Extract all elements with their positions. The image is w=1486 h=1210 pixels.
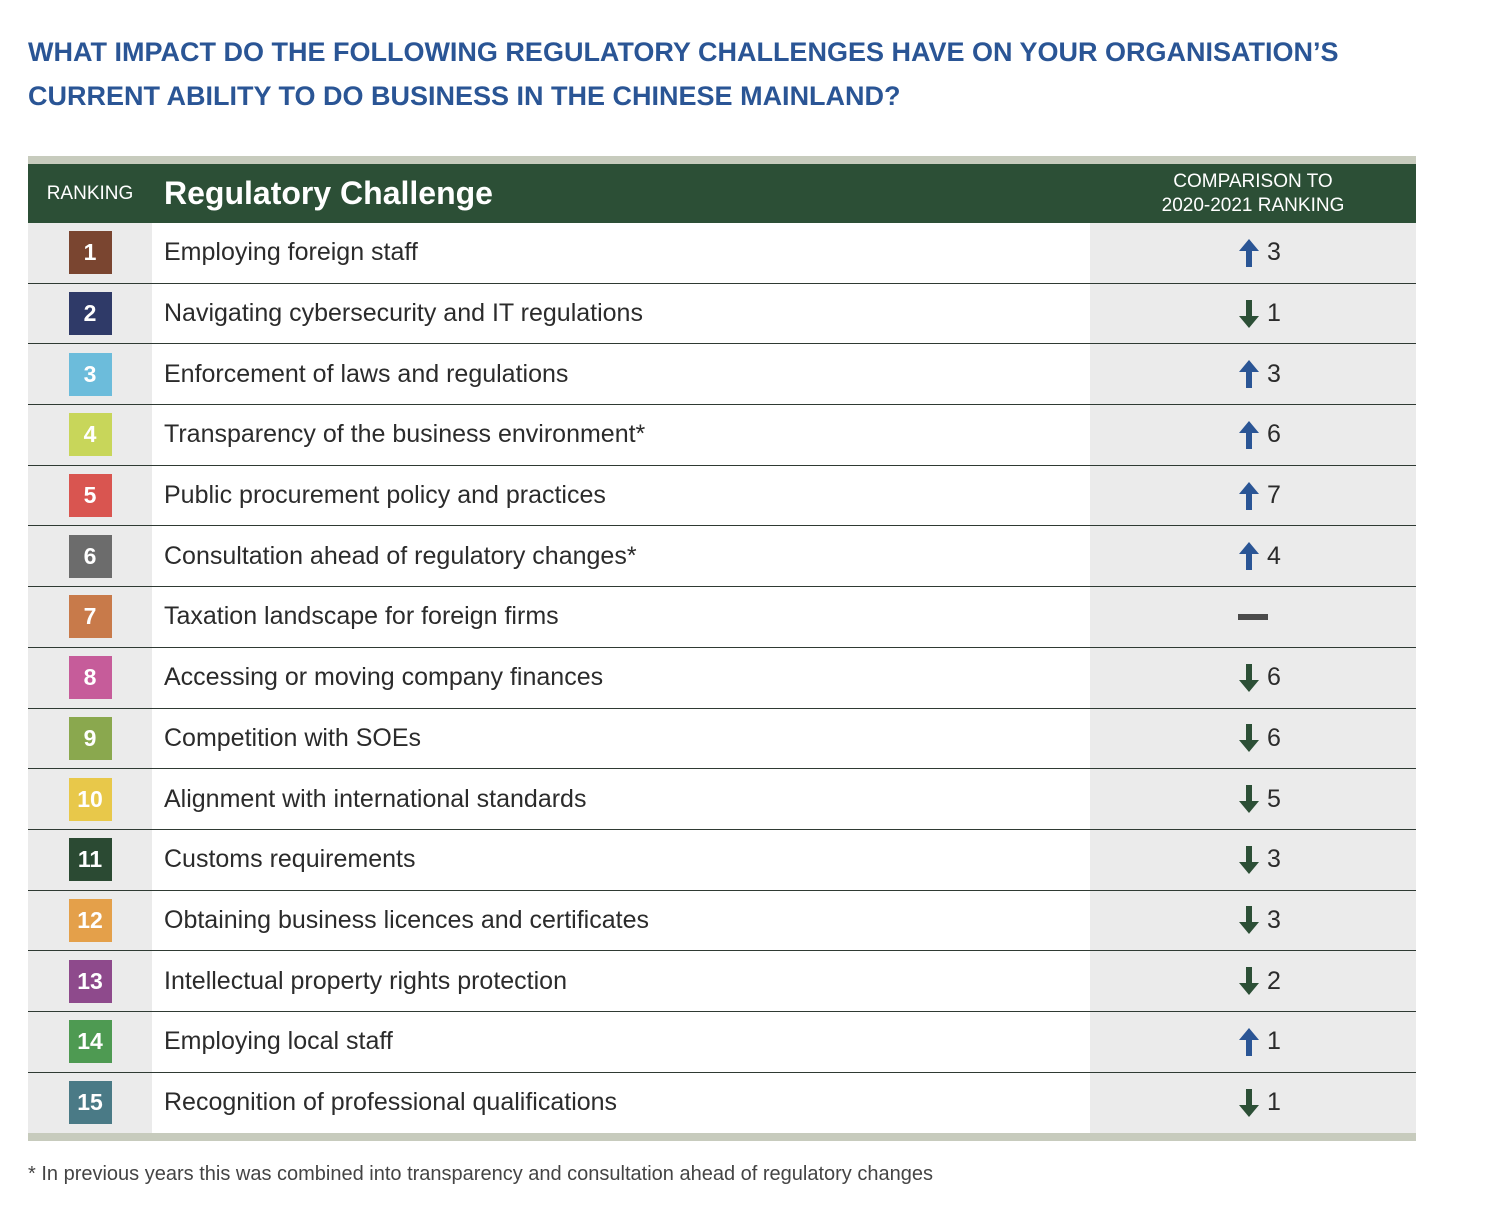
rank-badge: 6	[69, 535, 112, 578]
ranking-cell	[28, 648, 152, 708]
table-row	[28, 830, 1416, 891]
ranking-change-number: 1	[1267, 1088, 1281, 1117]
comparison-value	[1239, 481, 1281, 510]
ranking-cell	[28, 466, 152, 526]
ranking-cell	[28, 830, 152, 890]
challenge-cell: Intellectual property rights protection	[152, 951, 1090, 1011]
table-header	[28, 164, 1416, 223]
table-row	[28, 344, 1416, 405]
ranking-change-number: 6	[1267, 663, 1281, 692]
comparison-cell	[1090, 223, 1416, 283]
ranking-change-number: 1	[1267, 1027, 1281, 1056]
challenge-cell: Obtaining business licences and certificates	[152, 891, 1090, 951]
comparison-value	[1239, 542, 1281, 571]
ranking-cell	[28, 405, 152, 465]
table-bottom-divider	[28, 1133, 1416, 1141]
ranking-change-number: 7	[1267, 481, 1281, 510]
header-comparison-line2: 2020-2021 RANKING	[1161, 194, 1345, 216]
ranking-change-number: 4	[1267, 541, 1281, 570]
table-row	[28, 1012, 1416, 1073]
challenge-cell: Public procurement policy and practices	[152, 466, 1090, 526]
no-change-dash-icon	[1238, 614, 1268, 620]
rank-badge: 8	[69, 656, 112, 699]
rank-badge: 9	[69, 717, 112, 760]
arrow-up-icon	[1239, 239, 1259, 267]
comparison-cell	[1090, 344, 1416, 404]
comparison-value	[1239, 1088, 1281, 1117]
table-row	[28, 466, 1416, 527]
table-row	[28, 1073, 1416, 1134]
rank-badge: 15	[69, 1081, 112, 1124]
rank-badge: 11	[69, 838, 112, 881]
arrow-down-icon	[1239, 664, 1259, 692]
rank-badge: 4	[69, 413, 112, 456]
ranking-cell	[28, 587, 152, 647]
comparison-cell	[1090, 769, 1416, 829]
ranking-cell	[28, 1012, 152, 1072]
challenge-cell: Recognition of professional qualifications	[152, 1073, 1090, 1134]
footnote: * In previous years this was combined into transparency and consultation ahead of regulatory changes	[28, 1163, 933, 1185]
comparison-value	[1239, 663, 1281, 692]
comparison-cell	[1090, 284, 1416, 344]
comparison-cell	[1090, 830, 1416, 890]
table-row	[28, 891, 1416, 952]
table-row	[28, 951, 1416, 1012]
challenge-cell: Consultation ahead of regulatory changes*	[152, 526, 1090, 586]
table-row	[28, 223, 1416, 284]
rank-badge: 1	[69, 231, 112, 274]
arrow-up-icon	[1239, 421, 1259, 449]
comparison-value	[1239, 724, 1281, 753]
header-ranking: RANKING	[46, 182, 134, 204]
challenge-cell: Employing foreign staff	[152, 223, 1090, 283]
arrow-down-icon	[1239, 846, 1259, 874]
rank-badge: 5	[69, 474, 112, 517]
ranking-cell	[28, 1073, 152, 1134]
comparison-value	[1239, 238, 1281, 267]
challenge-cell: Transparency of the business environment*	[152, 405, 1090, 465]
rank-badge: 13	[69, 960, 112, 1003]
challenge-cell: Accessing or moving company finances	[152, 648, 1090, 708]
arrow-down-icon	[1239, 785, 1259, 813]
comparison-cell	[1090, 1073, 1416, 1134]
ranking-change-number: 6	[1267, 420, 1281, 449]
arrow-up-icon	[1239, 360, 1259, 388]
arrow-down-icon	[1239, 724, 1259, 752]
ranking-change-number: 1	[1267, 299, 1281, 328]
ranking-cell	[28, 223, 152, 283]
table-row	[28, 648, 1416, 709]
header-comparison	[1090, 164, 1416, 223]
table-body	[28, 223, 1416, 1133]
ranking-cell	[28, 891, 152, 951]
page-title: WHAT IMPACT DO THE FOLLOWING REGULATORY CHALLENGES HAVE ON YOUR ORGANISATION’S CURRENT ABILITY TO DO BUSINESS IN THE CHINESE MAINLAND?	[28, 37, 1339, 111]
arrow-up-icon	[1239, 482, 1259, 510]
comparison-cell	[1090, 526, 1416, 586]
arrow-down-icon	[1239, 906, 1259, 934]
table-top-divider	[28, 156, 1416, 164]
ranking-change-number: 5	[1267, 784, 1281, 813]
ranking-change-number: 3	[1267, 905, 1281, 934]
header-regulatory-challenge: Regulatory Challenge	[164, 175, 493, 211]
comparison-cell	[1090, 951, 1416, 1011]
rank-badge: 14	[69, 1020, 112, 1063]
rank-badge: 7	[69, 595, 112, 638]
arrow-down-icon	[1239, 300, 1259, 328]
comparison-value	[1239, 1027, 1281, 1056]
comparison-value	[1239, 967, 1281, 996]
header-comparison-line1: COMPARISON TO	[1173, 170, 1333, 192]
challenge-cell: Alignment with international standards	[152, 769, 1090, 829]
arrow-down-icon	[1239, 1089, 1259, 1117]
rank-badge: 3	[69, 353, 112, 396]
table-row	[28, 526, 1416, 587]
ranking-cell	[28, 344, 152, 404]
ranking-cell	[28, 526, 152, 586]
comparison-value	[1239, 785, 1281, 814]
regulatory-challenges-table	[28, 156, 1416, 1141]
comparison-cell	[1090, 648, 1416, 708]
arrow-up-icon	[1239, 542, 1259, 570]
arrow-down-icon	[1239, 967, 1259, 995]
comparison-value	[1238, 614, 1268, 620]
comparison-cell	[1090, 587, 1416, 647]
table-row	[28, 284, 1416, 345]
ranking-change-number: 6	[1267, 723, 1281, 752]
rank-badge: 2	[69, 292, 112, 335]
table-row	[28, 405, 1416, 466]
comparison-value	[1239, 906, 1281, 935]
ranking-cell	[28, 709, 152, 769]
table-row	[28, 769, 1416, 830]
ranking-change-number: 3	[1267, 359, 1281, 388]
comparison-value	[1239, 845, 1281, 874]
comparison-cell	[1090, 1012, 1416, 1072]
rank-badge: 10	[69, 778, 112, 821]
arrow-up-icon	[1239, 1028, 1259, 1056]
comparison-cell	[1090, 891, 1416, 951]
comparison-value	[1239, 360, 1281, 389]
challenge-cell: Competition with SOEs	[152, 709, 1090, 769]
comparison-cell	[1090, 466, 1416, 526]
ranking-cell	[28, 951, 152, 1011]
ranking-cell	[28, 284, 152, 344]
challenge-cell: Customs requirements	[152, 830, 1090, 890]
comparison-cell	[1090, 709, 1416, 769]
ranking-cell	[28, 769, 152, 829]
table-row	[28, 587, 1416, 648]
table-row	[28, 709, 1416, 770]
challenge-cell: Taxation landscape for foreign firms	[152, 587, 1090, 647]
ranking-change-number: 2	[1267, 966, 1281, 995]
ranking-change-number: 3	[1267, 238, 1281, 267]
rank-badge: 12	[69, 899, 112, 942]
comparison-cell	[1090, 405, 1416, 465]
comparison-value	[1239, 299, 1281, 328]
comparison-value	[1239, 420, 1281, 449]
challenge-cell: Employing local staff	[152, 1012, 1090, 1072]
ranking-change-number: 3	[1267, 845, 1281, 874]
challenge-cell: Navigating cybersecurity and IT regulations	[152, 284, 1090, 344]
challenge-cell: Enforcement of laws and regulations	[152, 344, 1090, 404]
